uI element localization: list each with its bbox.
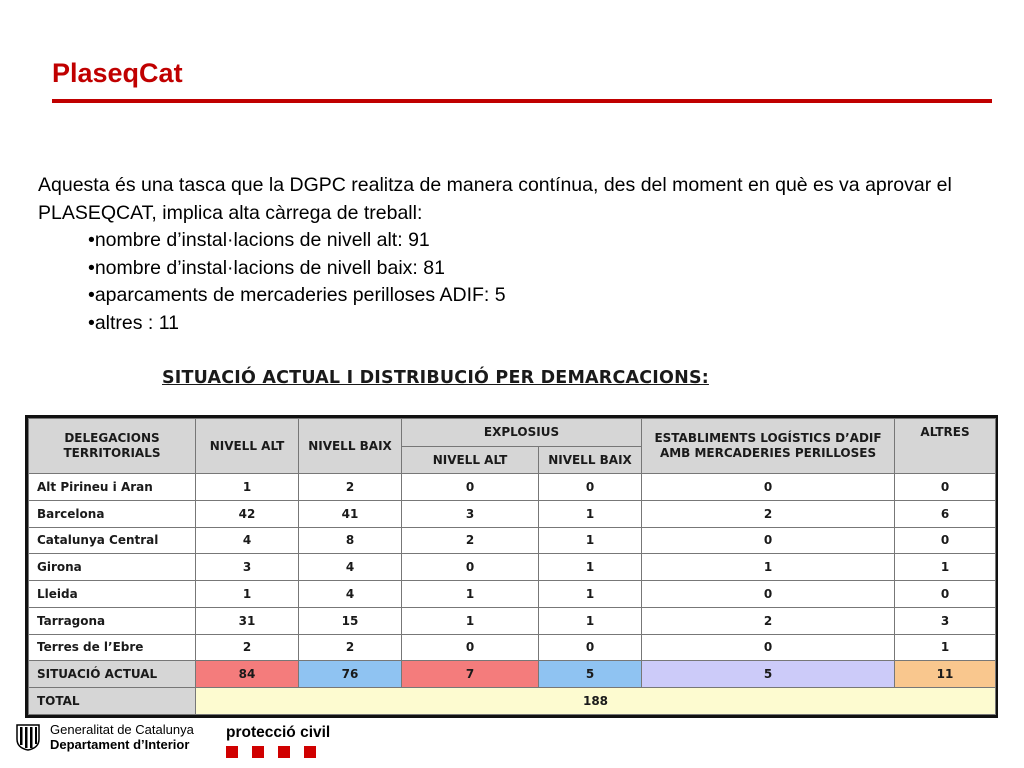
header-explosius: EXPLOSIUS xyxy=(402,419,642,447)
department-name: Departament d’Interior xyxy=(50,737,190,752)
situacio-label: SITUACIÓ ACTUAL xyxy=(29,661,196,688)
table-cell: 1 xyxy=(539,527,642,554)
table-cell: 1 xyxy=(539,607,642,634)
bullet-list xyxy=(38,227,1003,337)
table-cell: 1 xyxy=(539,500,642,527)
header-nivell-baix: NIVELL BAIX xyxy=(299,419,402,474)
table-cell: 31 xyxy=(196,607,299,634)
table-cell: 0 xyxy=(642,527,895,554)
gencat-logo xyxy=(14,722,194,752)
table-cell: 0 xyxy=(895,581,996,608)
table-cell: 1 xyxy=(196,581,299,608)
situacio-cell: 11 xyxy=(895,661,996,688)
table-cell: 2 xyxy=(402,527,539,554)
table-heading: SITUACIÓ ACTUAL I DISTRIBUCIÓ PER DEMARCACIONS: xyxy=(162,368,709,388)
table-cell: 1 xyxy=(539,554,642,581)
table-cell: 0 xyxy=(895,527,996,554)
table-cell: 2 xyxy=(642,500,895,527)
table-cell: 0 xyxy=(539,634,642,661)
situacio-cell: 5 xyxy=(642,661,895,688)
table-cell: 0 xyxy=(642,474,895,501)
situacio-cell: 84 xyxy=(196,661,299,688)
table-cell: 0 xyxy=(402,474,539,501)
gencat-text xyxy=(50,722,194,752)
table-cell: 4 xyxy=(299,581,402,608)
proteccio-civil-squares xyxy=(226,746,330,758)
situacio-cell: 7 xyxy=(402,661,539,688)
table-cell: 0 xyxy=(539,474,642,501)
table-cell: 0 xyxy=(895,474,996,501)
total-row xyxy=(29,688,996,715)
table-cell: 42 xyxy=(196,500,299,527)
senyera-emblem-icon xyxy=(14,723,42,751)
delegacio-name: Alt Pirineu i Aran xyxy=(29,474,196,501)
table-cell: 0 xyxy=(642,634,895,661)
table-cell: 3 xyxy=(196,554,299,581)
situacio-cell: 76 xyxy=(299,661,402,688)
bullet-item: •nombre d’instal·lacions de nivell alt: 91 xyxy=(88,229,430,251)
table-cell: 1 xyxy=(402,607,539,634)
total-label: TOTAL xyxy=(29,688,196,715)
distribution-table-frame xyxy=(25,415,998,718)
table-cell: 8 xyxy=(299,527,402,554)
bullet-item: •nombre d’instal·lacions de nivell baix: 81 xyxy=(88,256,445,279)
header-nivell-alt: NIVELL ALT xyxy=(196,419,299,474)
delegacio-name: Girona xyxy=(29,554,196,581)
table-cell: 1 xyxy=(895,554,996,581)
table-row xyxy=(29,581,996,608)
table-cell: 2 xyxy=(299,474,402,501)
table-cell: 4 xyxy=(196,527,299,554)
table-cell: 15 xyxy=(299,607,402,634)
title-divider xyxy=(52,99,992,103)
table-cell: 2 xyxy=(642,607,895,634)
intro-paragraph: Aquesta és una tasca que la DGPC realitza de manera contínua, des del moment en què es va aprovar el PLASEQCAT, implica alta càrrega de treball: xyxy=(38,174,952,224)
header-explosius-baix: NIVELL BAIX xyxy=(539,447,642,474)
table-body xyxy=(29,474,996,715)
logo-square xyxy=(252,746,264,758)
table-cell: 4 xyxy=(299,554,402,581)
situacio-cell: 5 xyxy=(539,661,642,688)
table-cell: 1 xyxy=(402,581,539,608)
delegacio-name: Lleida xyxy=(29,581,196,608)
table-row xyxy=(29,527,996,554)
table-row xyxy=(29,554,996,581)
logo-square xyxy=(304,746,316,758)
page-title: PlaseqCat xyxy=(52,58,183,88)
table-row xyxy=(29,500,996,527)
proteccio-civil-logo xyxy=(226,724,330,758)
delegacio-name: Catalunya Central xyxy=(29,527,196,554)
header-establiments: ESTABLIMENTS LOGÍSTICS D’ADIF AMB MERCADERIES PERILLOSES xyxy=(642,419,895,474)
table-row xyxy=(29,474,996,501)
table-row xyxy=(29,607,996,634)
table-cell: 0 xyxy=(402,634,539,661)
distribution-table xyxy=(28,418,996,715)
gencat-name: Generalitat de Catalunya xyxy=(50,722,194,737)
table-cell: 0 xyxy=(642,581,895,608)
table-cell: 6 xyxy=(895,500,996,527)
delegacio-name: Tarragona xyxy=(29,607,196,634)
table-cell: 2 xyxy=(299,634,402,661)
logo-square xyxy=(278,746,290,758)
bullet-item: •aparcaments de mercaderies perilloses ADIF: 5 xyxy=(88,284,506,306)
header-delegacions: DELEGACIONS TERRITORIALS xyxy=(29,419,196,474)
header-altres: ALTRES xyxy=(895,419,996,474)
delegacio-name: Terres de l’Ebre xyxy=(29,634,196,661)
table-cell: 41 xyxy=(299,500,402,527)
table-cell: 1 xyxy=(895,634,996,661)
situacio-actual-row xyxy=(29,661,996,688)
proteccio-civil-text: protecció civil xyxy=(226,724,331,741)
table-cell: 2 xyxy=(196,634,299,661)
delegacio-name: Barcelona xyxy=(29,500,196,527)
table-cell: 0 xyxy=(402,554,539,581)
logo-square xyxy=(226,746,238,758)
total-value: 188 xyxy=(196,688,996,715)
table-cell: 1 xyxy=(642,554,895,581)
header-explosius-alt: NIVELL ALT xyxy=(402,447,539,474)
table-cell: 3 xyxy=(402,500,539,527)
table-cell: 3 xyxy=(895,607,996,634)
table-row xyxy=(29,634,996,661)
intro-text xyxy=(38,172,1003,337)
table-cell: 1 xyxy=(539,581,642,608)
bullet-item: •altres : 11 xyxy=(88,311,180,334)
table-cell: 1 xyxy=(196,474,299,501)
